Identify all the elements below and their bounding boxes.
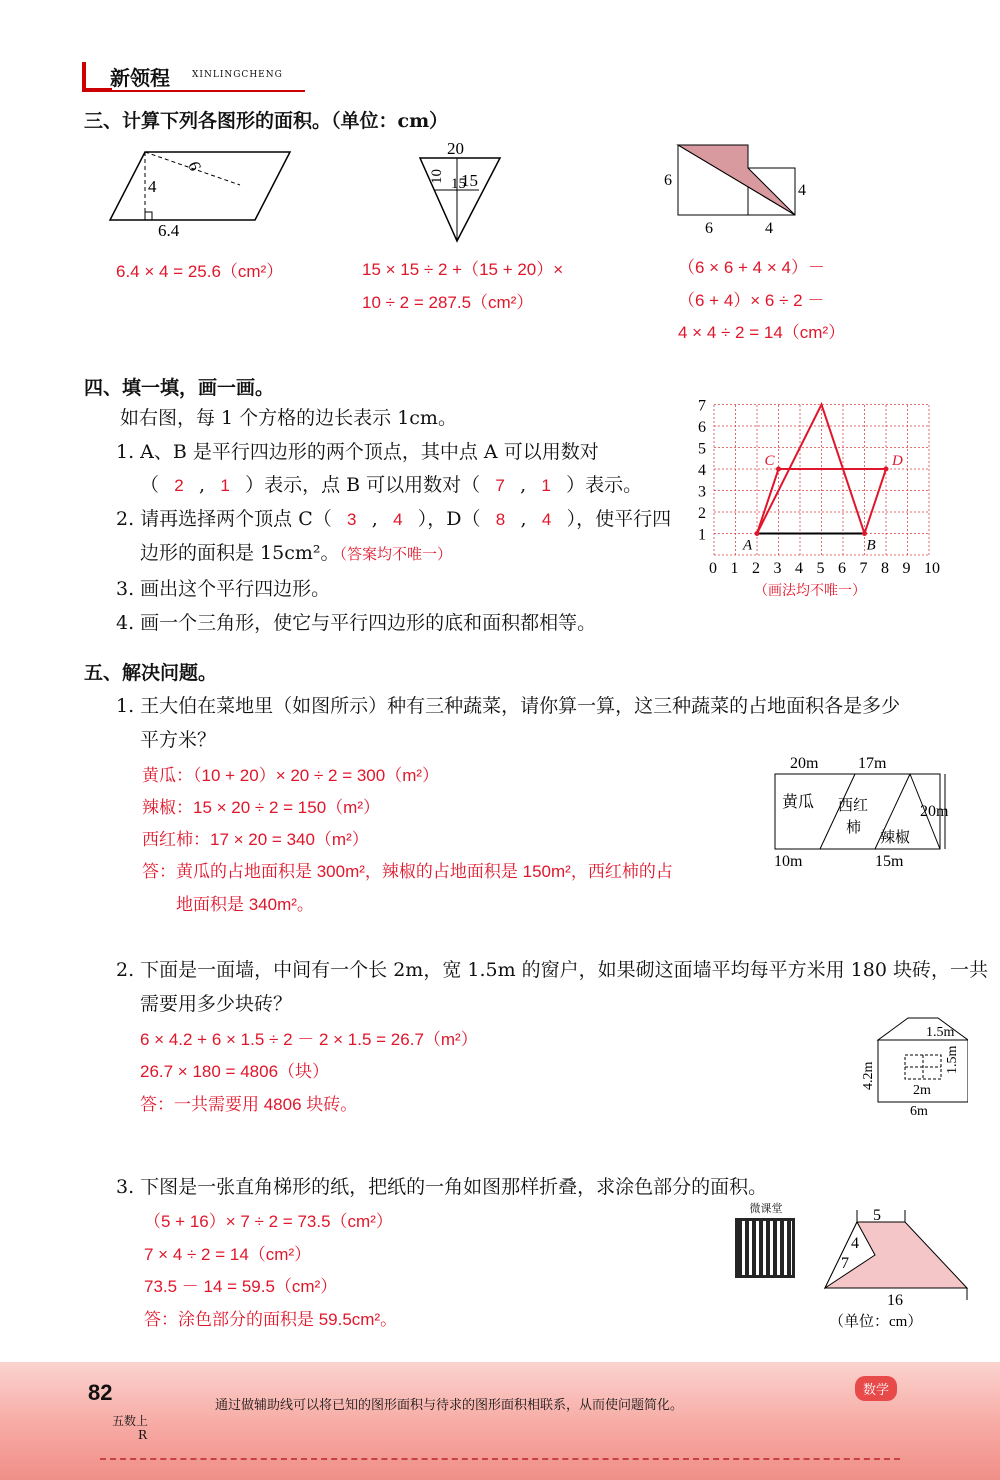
p3-question: 3. 下图是一张直角梯形的纸，把纸的一角如图那样折叠，求涂色部分的面积。 [116,1176,768,1198]
p1-question-line1: 1. 王大伯在菜地里（如图所示）种有三种蔬菜，请你算一算，这三种蔬菜的占地面积各是多少 [116,695,901,717]
y-tick-label: 4 [698,462,706,479]
s4-q1-line1: 1. A、B 是平行四边形的两个顶点，其中点 A 可以用数对 [116,441,599,463]
x-tick-label: 2 [752,560,760,577]
wall-height-4-2: 4.2m [861,1061,876,1090]
label-4-bottom: 4 [765,220,773,237]
wall-side-1-5: 1.5m [945,1045,960,1074]
answer-a-x: 2 [174,476,184,495]
x-tick-label: 1 [730,560,739,577]
garden-bottom-15: 15m [875,853,904,870]
label-6-4: 6.4 [158,221,180,240]
coordinate-grid [690,395,965,605]
header-logo [82,60,312,94]
answer-b-x: 7 [495,476,505,495]
veg-tomato-1: 西红 [838,798,869,814]
trap-unit: （单位：cm） [829,1314,923,1330]
answer-3-2-line1: 15 × 15 ÷ 2 +（15 + 20）× [362,260,564,279]
p3-answer-1: （5 + 16）× 7 ÷ 2 = 73.5（cm²） [144,1212,393,1231]
point-label-C: C [764,453,775,469]
trap-label-16: 16 [887,1292,903,1309]
p1-answer-3: 西红柿：17 × 20 = 340（m²） [142,830,369,849]
veg-pepper: 辣椒 [880,830,911,846]
label-4: 4 [148,177,157,196]
footer-tip: 通过做辅助线可以将已知的图形面积与待求的图形面积相联系，从而使问题简化。 [215,1398,684,1413]
p1-answer-1: 黄瓜：（10 + 20）× 20 ÷ 2 = 300（m²） [142,766,440,785]
answer-c-y: 4 [393,510,403,529]
qr-block[interactable] [735,1200,797,1280]
garden-top-17: 17m [858,755,887,772]
vertex-point [884,467,889,472]
wall-width-6: 6m [910,1104,928,1119]
x-tick-label: 6 [838,560,846,577]
trap-label-4: 4 [851,1235,859,1252]
label-4-right: 4 [798,182,806,199]
y-tick-label: 5 [698,440,706,458]
point-label-A: A [743,537,753,554]
figure-wall [858,1010,968,1120]
qr-code-icon [735,1218,795,1278]
p2-conclusion: 答：一共需要用 4806 块砖。 [140,1095,358,1114]
p3-answer-2: 7 × 4 ÷ 2 = 14（cm²） [144,1245,312,1264]
label-20: 20 [447,139,464,158]
vertex-point [755,531,760,536]
wall-window-2: 2m [913,1083,931,1098]
subject-badge: 数学 [855,1376,897,1401]
wall-top-1-5: 1.5m [926,1025,955,1040]
figure-squares [660,140,830,240]
vertex-point [776,467,781,472]
vertex-point [862,531,867,536]
garden-bottom-10: 10m [774,853,803,870]
page-number: 82 [88,1380,113,1405]
point-label-D: D [892,453,903,469]
section3-title: 三、计算下列各图形的面积。（单位：cm） [84,110,449,132]
x-tick-label: 10 [924,560,940,577]
s4-q1-line2: （ 2 , 1 ）表示，点 B 可以用数对（ 7 , 1 ）表示。 [140,474,643,496]
y-tick-label: 7 [698,397,706,415]
s4-q2-line2: 边形的面积是 15cm²。（答案均不唯一） [140,542,453,564]
x-tick-label: 3 [773,560,782,577]
garden-right-20: 20m [920,803,949,820]
y-tick-label: 6 [698,419,706,436]
answer-d-x: 8 [495,510,506,529]
label-6-bottom: 6 [705,220,713,237]
veg-cucumber: 黄瓜 [782,794,815,811]
answer-a-y: 1 [220,476,230,495]
qr-label: 微课堂 [749,1202,783,1215]
p1-answer-2: 辣椒：15 × 20 ÷ 2 = 150（m²） [142,798,380,817]
label-15b: 15 [461,171,478,190]
label-6: 6 [184,158,206,174]
point-label-B: B [866,537,876,554]
p2-answer-1: 6 × 4.2 + 6 × 1.5 ÷ 2 － 2 × 1.5 = 26.7（m²） [140,1030,478,1049]
label-6-left: 6 [664,172,672,189]
p3-answer-3: 73.5 － 14 = 59.5（cm²） [144,1277,338,1296]
p2-answer-2: 26.7 × 180 = 4806（块） [140,1062,330,1081]
x-tick-label: 9 [902,560,911,577]
x-tick-label: 8 [881,560,889,577]
figure-garden [770,752,965,872]
s4-q2-line1: 2. 请再选择两个顶点 C（ 3 , 4 ），D（ 8 , 4 ），使平行四 [116,508,672,530]
answer-3-2-line2: 10 ÷ 2 = 287.5（cm²） [362,293,534,312]
edition-label: R [138,1428,148,1442]
s4-intro: 如右图，每 1 个方格的边长表示 1cm。 [120,407,457,429]
veg-tomato-2: 柿 [846,820,862,836]
answer-c-x: 3 [347,510,357,529]
header-rule [110,90,305,92]
label-15a: 15 [451,176,466,192]
label-10: 10 [429,169,445,184]
answer-3-3-line3: 4 × 4 ÷ 2 = 14（cm²） [678,323,846,342]
answer-note: （答案均不唯一） [339,545,453,563]
p3-conclusion: 答：涂色部分的面积是 59.5cm²。 [144,1310,398,1329]
y-tick-label: 3 [698,483,706,501]
garden-top-20: 20m [790,755,819,772]
p1-conclusion-2: 地面积是 340m²。 [176,895,314,914]
brand-subtitle: XINLINGCHENG [192,70,283,80]
s4-q3: 3. 画出这个平行四边形。 [116,578,331,600]
section4-title: 四、填一填，画一画。 [84,377,275,399]
footer-band [0,1362,1000,1480]
y-tick-label: 2 [698,505,706,522]
p1-conclusion-1: 答：黄瓜的占地面积是 300m²，辣椒的占地面积是 150m²，西红柿的占 [142,862,673,881]
figure-parallelogram [100,140,320,240]
answer-b-y: 1 [541,476,551,495]
x-tick-label: 7 [859,560,868,577]
logo-mark-icon [82,62,112,92]
trap-label-7: 7 [841,1255,849,1272]
grid-note: （画法均不唯一） [754,584,866,599]
trap-label-5: 5 [873,1207,881,1224]
footer-dots [100,1458,900,1460]
answer-3-1: 6.4 × 4 = 25.6（cm²） [116,262,284,281]
p1-question-line2: 平方米？ [140,729,217,751]
p2-question-line1: 2. 下面是一面墙，中间有一个长 2m，宽 1.5m 的窗户，如果砌这面墙平均每平方米用 180 块砖，一共 [116,959,988,981]
answer-3-3-line1: （6 × 6 + 4 × 4）－ [678,258,825,277]
figure-trapezoid [815,1200,975,1335]
x-tick-label: 5 [816,560,825,577]
y-tick-label: 1 [698,526,706,544]
brand-name: 新领程 [110,66,170,90]
answer-3-3-line2: （6 + 4）× 6 ÷ 2 － [678,291,825,310]
p2-question-line2: 需要用多少块砖？ [140,993,293,1015]
section5-title: 五、解决问题。 [84,662,218,684]
s4-q4: 4. 画一个三角形，使它与平行四边形的底和面积都相等。 [116,612,597,634]
grade-label: 五数上 [112,1414,149,1428]
figure-kite [415,138,515,248]
x-tick-label: 4 [795,560,803,577]
x-tick-label: 0 [709,560,717,577]
answer-d-y: 4 [541,510,552,529]
